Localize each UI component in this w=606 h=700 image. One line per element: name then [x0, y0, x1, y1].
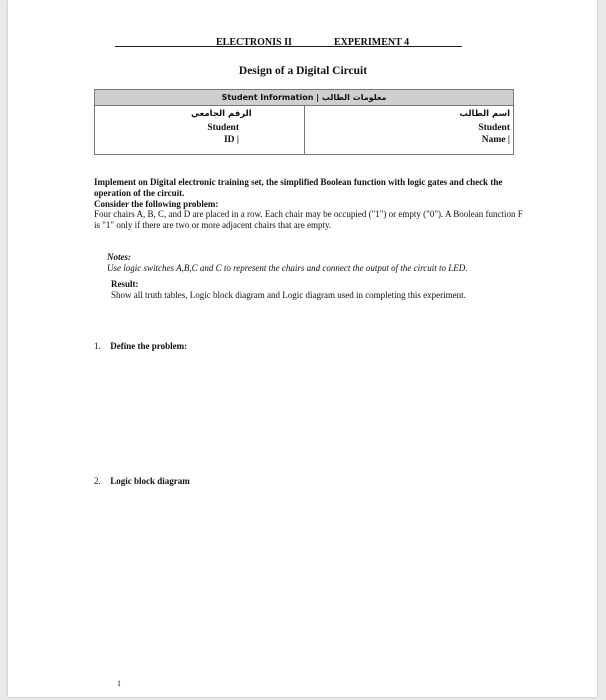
student-name-label-line1: Student: [478, 123, 510, 133]
student-info-table: [94, 89, 514, 155]
result-block: [111, 279, 531, 301]
question-text: Logic block diagram: [110, 476, 190, 486]
student-name-arabic-label: اسم الطالب: [459, 109, 510, 119]
student-name-label-line2: Name |: [481, 135, 510, 145]
result-label: Result:: [111, 279, 139, 289]
student-id-label-line2: ID |: [223, 135, 239, 145]
question-number: 1.: [94, 341, 101, 351]
notes-label: Notes:: [107, 252, 131, 262]
page-number: 1: [117, 679, 121, 688]
notes-text: Use logic switches A,B,C and C to represent the chairs and connect the output of the circuit to LED.: [107, 262, 468, 273]
instructions-block: [94, 177, 526, 231]
problem-statement: Four chairs A, B, C, and D are placed in a row. Each chair may be occupied ("1") or empty ("0"). A Boolean function F is "1" only if there are two or more adjacent chairs that are empty.: [94, 209, 523, 231]
student-id-label-line1: Student: [207, 123, 239, 133]
experiment-number: EXPERIMENT 4: [334, 37, 410, 48]
notes-block: [107, 252, 537, 274]
student-name-cell[interactable]: [304, 106, 514, 155]
result-text: Show all truth tables, Logic block diagram and Logic diagram used in completing this experiment.: [111, 289, 466, 300]
intro-text: Implement on Digital electronic training set, the simplified Boolean function with logic gates and check the operation of the circuit.: [94, 177, 503, 198]
consider-heading: Consider the following problem:: [94, 198, 219, 209]
student-id-arabic-label: الرقم الجامعي: [191, 109, 252, 119]
student-info-header: Student Information | معلومات الطالب: [95, 90, 514, 106]
question-define-problem: [94, 341, 187, 351]
page-title: Design of a Digital Circuit: [238, 65, 368, 77]
question-number: 2.: [94, 476, 101, 486]
question-logic-block-diagram: [94, 476, 190, 486]
question-text: Define the problem:: [110, 341, 188, 351]
course-title: ELECTRONIS II: [216, 37, 292, 48]
student-id-cell[interactable]: [95, 106, 305, 155]
